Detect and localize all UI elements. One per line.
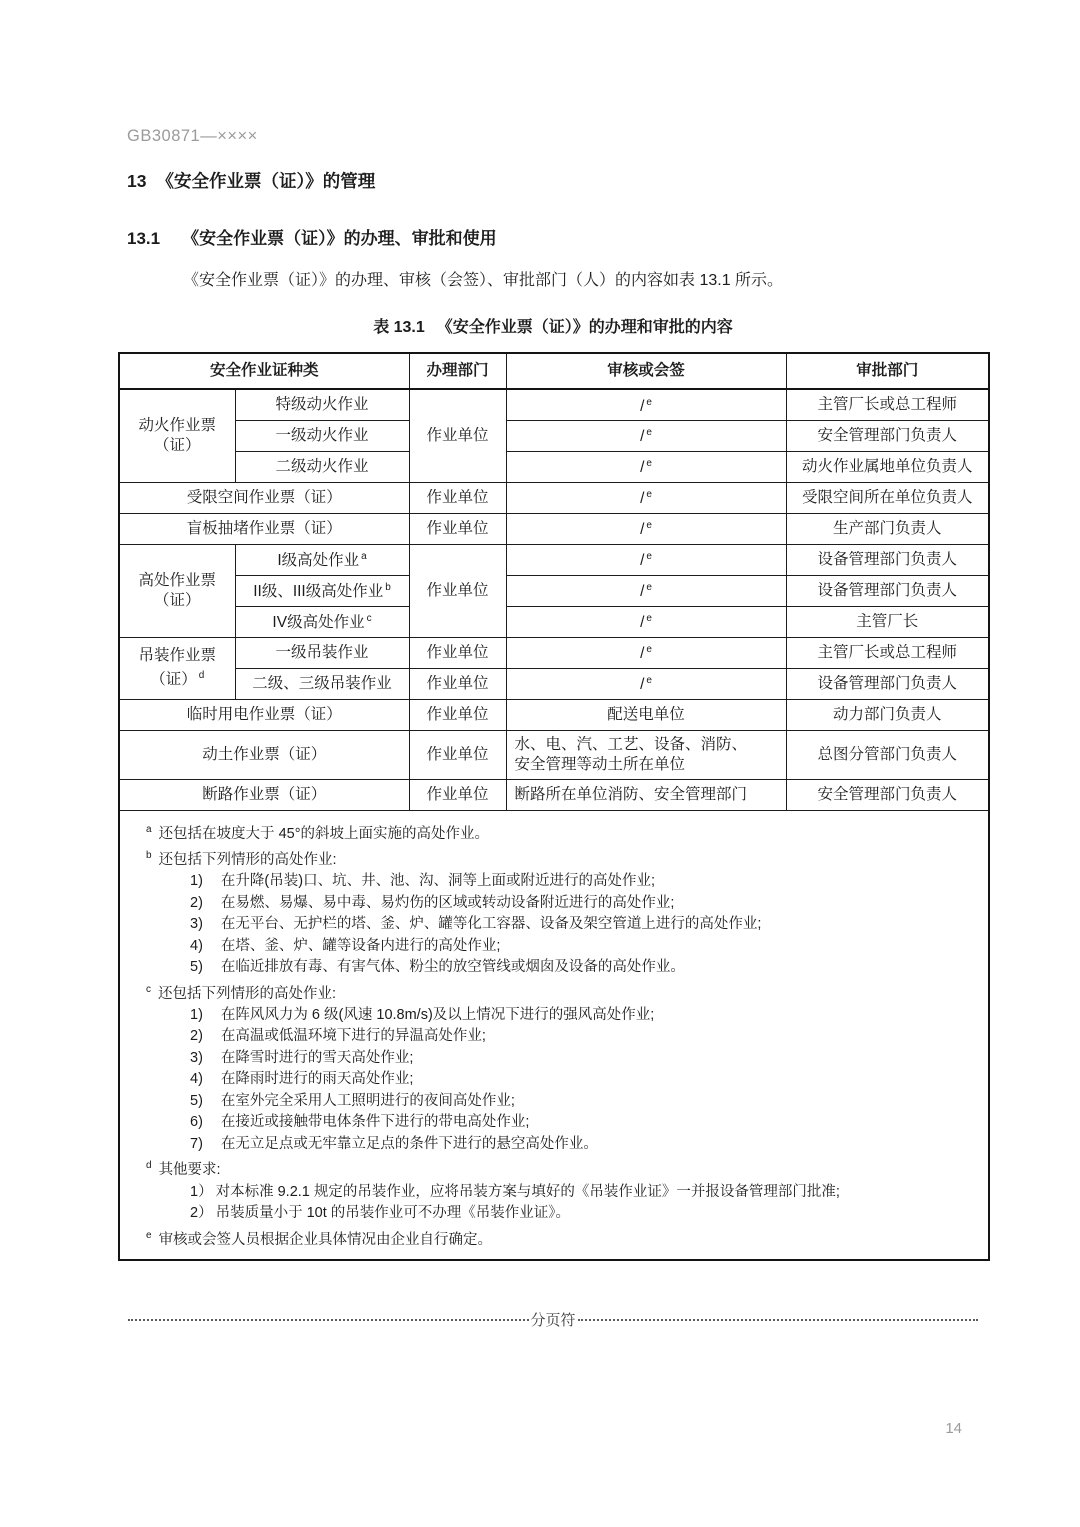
- footnote-item: 1) 在阵风风力为 6 级(风速 10.8m/s)及以上情况下进行的强风高处作业;: [132, 1005, 976, 1027]
- table-row: [119, 606, 989, 637]
- footnote-item-number: 3): [190, 1049, 203, 1066]
- column-header: 审批部门: [786, 353, 989, 389]
- footnote-item-number: 2): [190, 1028, 203, 1045]
- table-cell: / $^e$: [506, 513, 786, 544]
- table-cell: 设备管理部门负责人: [786, 544, 989, 575]
- footnote-ref: e: [646, 520, 652, 532]
- table-cell: 设备管理部门负责人: [786, 575, 989, 606]
- table-caption-label: 表 13.1: [373, 319, 425, 336]
- table-cell: 二级动火作业: [235, 451, 409, 482]
- table-cell: 动土作业票（证）: [119, 730, 409, 779]
- footnote-item: 6) 在接近或接触带电体条件下进行的带电高处作业;: [132, 1112, 976, 1134]
- page-break-dash-left: [128, 1319, 529, 1321]
- table-row: [119, 544, 989, 575]
- footnote-ref: b: [385, 582, 391, 594]
- table-row: [119, 575, 989, 606]
- page-break-label: 分页符: [530, 1312, 576, 1330]
- table-row: [119, 637, 989, 668]
- table-cell: / $^e$: [506, 420, 786, 451]
- table-cell: / $^e$: [506, 544, 786, 575]
- table-cell: 水、电、汽、工艺、设备、消防、 安全管理等动土所在单位: [506, 730, 786, 779]
- table-cell: IV级高处作业 $^c$: [235, 606, 409, 637]
- table-row: [119, 668, 989, 699]
- table-cell: 作业单位: [409, 699, 506, 730]
- footnote-item-number: 6): [190, 1114, 203, 1131]
- table-cell: 主管厂长或总工程师: [786, 389, 989, 420]
- footnote-item-number: 4): [190, 1071, 203, 1088]
- footnote: $^a$ 还包括在坡度大于 45°的斜坡上面实施的高处作业。: [146, 823, 490, 842]
- table-cell: 断路所在单位消防、安全管理部门: [506, 779, 786, 810]
- footnote-item: 7) 在无立足点或无牢靠立足点的条件下进行的悬空高处作业。: [132, 1134, 976, 1156]
- table-cell: 作业单位: [409, 637, 506, 668]
- table-cell: I级高处作业 $^a$: [235, 544, 409, 575]
- footnote-marker: e: [146, 1229, 152, 1241]
- footnote-item: 4) 在降雨时进行的雨天高处作业;: [132, 1069, 976, 1091]
- footnote-item-number: 5): [190, 1092, 203, 1109]
- table-cell: 特级动火作业: [235, 389, 409, 420]
- table-cell: 吊装作业票 （证） $^d$: [119, 637, 235, 699]
- footnote-ref: c: [366, 613, 372, 625]
- table-cell: 作业单位: [409, 513, 506, 544]
- intro-paragraph: 《安全作业票（证）》的办理、审核（会签）、审批部门（人）的内容如表 13.1 所示。: [183, 272, 784, 289]
- permit-table: [118, 352, 990, 1261]
- table-cell: 二级、三级吊装作业: [235, 668, 409, 699]
- table-cell: 安全管理部门负责人: [786, 420, 989, 451]
- table-cell: 作业单位: [409, 730, 506, 779]
- table-cell: 作业单位: [409, 482, 506, 513]
- table-cell: / $^e$: [506, 606, 786, 637]
- footnote-item: 4) 在塔、釜、炉、罐等设备内进行的高处作业;: [132, 936, 976, 958]
- table-row: [119, 420, 989, 451]
- footnote-item: 1) 在升降(吊装)口、坑、井、池、沟、洞等上面或附近进行的高处作业;: [132, 871, 976, 893]
- table-cell: / $^e$: [506, 482, 786, 513]
- table-caption: [118, 314, 988, 337]
- footnote-item: 3) 在无平台、无护栏的塔、釜、炉、罐等化工容器、设备及架空管道上进行的高处作业;: [132, 914, 976, 936]
- footnote-item-number: 4): [190, 937, 203, 954]
- table-row: [119, 482, 989, 513]
- table-cell: 主管厂长: [786, 606, 989, 637]
- footnote-marker: c: [146, 983, 151, 995]
- footnote-ref: a: [361, 551, 367, 563]
- table-cell: 主管厂长或总工程师: [786, 637, 989, 668]
- table-row: [119, 810, 989, 1260]
- table-cell: 盲板抽堵作业票（证）: [119, 513, 409, 544]
- table-caption-title: 《安全作业票（证）》的办理和审批的内容: [436, 319, 733, 336]
- table-row: [119, 699, 989, 730]
- table-row: [119, 779, 989, 810]
- footnote-item-number: 2）: [190, 1205, 213, 1222]
- column-header: 安全作业证种类: [119, 353, 409, 389]
- table-cell: / $^e$: [506, 389, 786, 420]
- footnote-item-number: 5): [190, 959, 203, 976]
- page-break-divider: [128, 1309, 978, 1330]
- section-heading: [127, 170, 988, 192]
- table-cell: II级、III级高处作业 $^b$: [235, 575, 409, 606]
- table-cell: 总图分管部门负责人: [786, 730, 989, 779]
- subsection-number: 13.1: [127, 229, 161, 248]
- table-cell: 作业单位: [409, 544, 506, 637]
- footnote-ref: e: [646, 675, 652, 687]
- page-number: 14: [945, 1420, 962, 1437]
- footnote-ref: e: [646, 458, 652, 470]
- table-cell: 作业单位: [409, 779, 506, 810]
- footnote-item: 5) 在室外完全采用人工照明进行的夜间高处作业;: [132, 1091, 976, 1113]
- table-cell: 受限空间所在单位负责人: [786, 482, 989, 513]
- table-cell: 一级动火作业: [235, 420, 409, 451]
- footnote-item-number: 3): [190, 916, 203, 933]
- table-row: [119, 730, 989, 779]
- footnote: $^c$ 还包括下列情形的高处作业:: [146, 983, 337, 1002]
- table-cell: 动火作业属地单位负责人: [786, 451, 989, 482]
- footnote-marker: b: [146, 849, 152, 861]
- footnote-marker: d: [146, 1160, 152, 1172]
- subsection-title: 《安全作业票（证）》的办理、审批和使用: [182, 229, 497, 248]
- section-number: 13: [127, 171, 147, 191]
- table-cell: 作业单位: [409, 668, 506, 699]
- footnote-item-number: 1）: [190, 1183, 213, 1200]
- footnote-ref: e: [646, 644, 652, 656]
- table-row: [119, 451, 989, 482]
- column-header: 办理部门: [409, 353, 506, 389]
- table-cell: / $^e$: [506, 575, 786, 606]
- table-cell: / $^e$: [506, 451, 786, 482]
- table-cell: 一级吊装作业: [235, 637, 409, 668]
- table-cell: 生产部门负责人: [786, 513, 989, 544]
- table-row: [119, 513, 989, 544]
- footnote-item: 2) 在高温或低温环境下进行的异温高处作业;: [132, 1026, 976, 1048]
- footnote: $^d$ 其他要求:: [146, 1160, 221, 1179]
- table-cell: 动力部门负责人: [786, 699, 989, 730]
- table-cell: 作业单位: [409, 389, 506, 482]
- table-row: [119, 389, 989, 420]
- section-title: 《安全作业票（证）》的管理: [156, 171, 376, 191]
- footnote-ref: d: [198, 669, 205, 681]
- footnote-marker: a: [146, 823, 152, 835]
- subsection-heading: [127, 228, 988, 250]
- table-cell: 配送电单位: [506, 699, 786, 730]
- footnote-item: 3) 在降雪时进行的雪天高处作业;: [132, 1048, 976, 1070]
- footnote-ref: e: [646, 613, 652, 625]
- footnote-item-number: 1): [190, 1006, 203, 1023]
- footnote: $^b$ 还包括下列情形的高处作业:: [146, 849, 337, 868]
- footnote-item: 2） 吊装质量小于 10t 的吊装作业可不办理《吊装作业证》。: [132, 1203, 976, 1225]
- table-cell: 高处作业票 （证）: [119, 544, 235, 637]
- table-row: [119, 353, 989, 389]
- footnote-item-number: 1): [190, 873, 203, 890]
- page-break-dash-right: [578, 1319, 979, 1321]
- column-header: 审核或会签: [506, 353, 786, 389]
- footnote-ref: e: [646, 551, 652, 563]
- permit-table-body: [119, 353, 989, 1260]
- footnote-ref: e: [646, 489, 652, 501]
- table-footnotes-cell: [119, 810, 989, 1260]
- table-cell: 设备管理部门负责人: [786, 668, 989, 699]
- footnote-ref: e: [646, 427, 652, 439]
- document-code: GB30871—××××: [127, 127, 258, 145]
- table-cell: 临时用电作业票（证）: [119, 699, 409, 730]
- footnote: $^e$ 审核或会签人员根据企业具体情况由企业自行确定。: [146, 1229, 493, 1248]
- table-cell: / $^e$: [506, 668, 786, 699]
- footnote-item: 1） 对本标准 9.2.1 规定的吊装作业，应将吊装方案与填好的《吊装作业证》一并报设备管理部门批准;: [132, 1182, 976, 1204]
- table-cell: 安全管理部门负责人: [786, 779, 989, 810]
- table-cell: 受限空间作业票（证）: [119, 482, 409, 513]
- table-cell: 动火作业票 （证）: [119, 389, 235, 482]
- footnote-item: 5) 在临近排放有毒、有害气体、粉尘的放空管线或烟囱及设备的高处作业。: [132, 957, 976, 979]
- table-cell: 断路作业票（证）: [119, 779, 409, 810]
- footnote-item-number: 2): [190, 894, 203, 911]
- footnote-ref: e: [646, 396, 652, 408]
- table-cell: / $^e$: [506, 637, 786, 668]
- footnote-ref: e: [646, 582, 652, 594]
- footnote-item-number: 7): [190, 1135, 203, 1152]
- footnote-item: 2) 在易燃、易爆、易中毒、易灼伤的区域或转动设备附近进行的高处作业;: [132, 893, 976, 915]
